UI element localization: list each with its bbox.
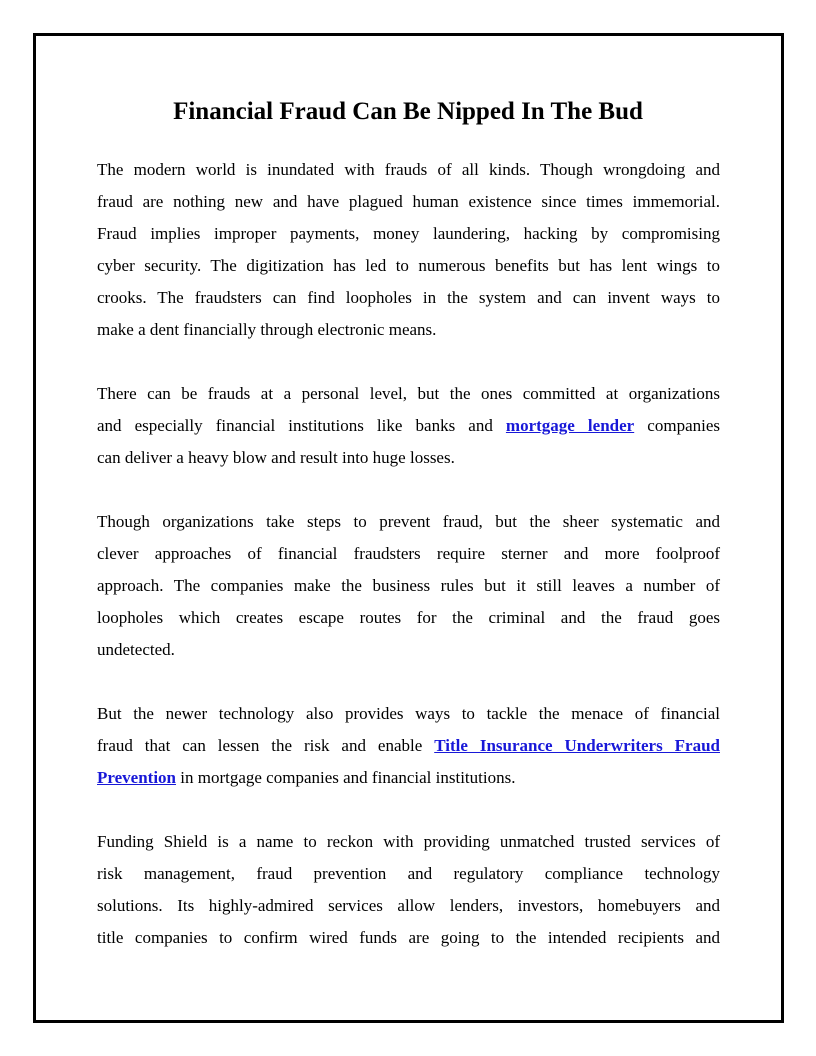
text-line (97, 634, 720, 666)
paragraph (97, 378, 720, 474)
text-line (97, 538, 720, 570)
text-segment: Funding Shield is a name to reckon with providing unmatched trusted services of (97, 832, 720, 851)
text-line (97, 922, 720, 954)
document-title: Financial Fraud Can Be Nipped In The Bud (173, 98, 643, 125)
text-segment: approach. The companies make the business rules but it still leaves a number of (97, 576, 720, 595)
text-segment: in mortgage companies and financial institutions. (176, 768, 516, 787)
paragraph (97, 506, 720, 666)
text-line (97, 762, 720, 794)
text-line (97, 602, 720, 634)
paragraph (97, 698, 720, 794)
text-line (97, 314, 720, 346)
hyperlink[interactable]: Title Insurance Underwriters Fraud (434, 736, 720, 755)
text-line (97, 570, 720, 602)
text-segment: There can be frauds at a personal level, but the ones committed at organizations (97, 384, 720, 403)
text-line (97, 858, 720, 890)
paragraph (97, 154, 720, 346)
text-line (97, 410, 720, 442)
text-segment: Fraud implies improper payments, money laundering, hacking by compromising (97, 224, 720, 243)
text-segment: risk management, fraud prevention and regulatory compliance technology (97, 864, 720, 883)
text-segment: Though organizations take steps to prevent fraud, but the sheer systematic and (97, 512, 720, 531)
text-line (97, 378, 720, 410)
text-line (97, 730, 720, 762)
text-segment: crooks. The fraudsters can find loopholes in the system and can invent ways to (97, 288, 720, 307)
paragraph (97, 826, 720, 954)
text-segment: undetected. (97, 640, 175, 659)
text-segment: fraud that can lessen the risk and enable (97, 736, 435, 755)
text-line (97, 250, 720, 282)
text-segment: title companies to confirm wired funds are going to the intended recipients and (97, 928, 720, 947)
text-segment: cyber security. The digitization has led to numerous benefits but has lent wings to (97, 256, 720, 275)
text-segment: can deliver a heavy blow and result into huge losses. (97, 448, 455, 467)
text-segment: clever approaches of financial fraudsters require sterner and more foolproof (97, 544, 720, 563)
text-line (97, 826, 720, 858)
document-body (97, 154, 720, 986)
text-line (97, 442, 720, 474)
text-line (97, 698, 720, 730)
text-line (97, 890, 720, 922)
text-segment: make a dent financially through electronic means. (97, 320, 437, 339)
text-line (97, 282, 720, 314)
text-line (97, 154, 720, 186)
text-line (97, 186, 720, 218)
hyperlink[interactable]: Prevention (97, 768, 177, 787)
text-segment: loopholes which creates escape routes for the criminal and the fraud goes (97, 608, 720, 627)
text-line (97, 506, 720, 538)
text-segment: companies (634, 416, 720, 435)
text-segment: The modern world is inundated with frauds of all kinds. Though wrongdoing and (97, 160, 720, 179)
text-line (97, 218, 720, 250)
text-segment: fraud are nothing new and have plagued human existence since times immemorial. (97, 192, 720, 211)
text-segment: But the newer technology also provides ways to tackle the menace of financial (97, 704, 720, 723)
text-segment: solutions. Its highly-admired services allow lenders, investors, homebuyers and (97, 896, 720, 915)
hyperlink[interactable]: mortgage lender (505, 416, 635, 435)
text-segment: and especially financial institutions like banks and (97, 416, 506, 435)
